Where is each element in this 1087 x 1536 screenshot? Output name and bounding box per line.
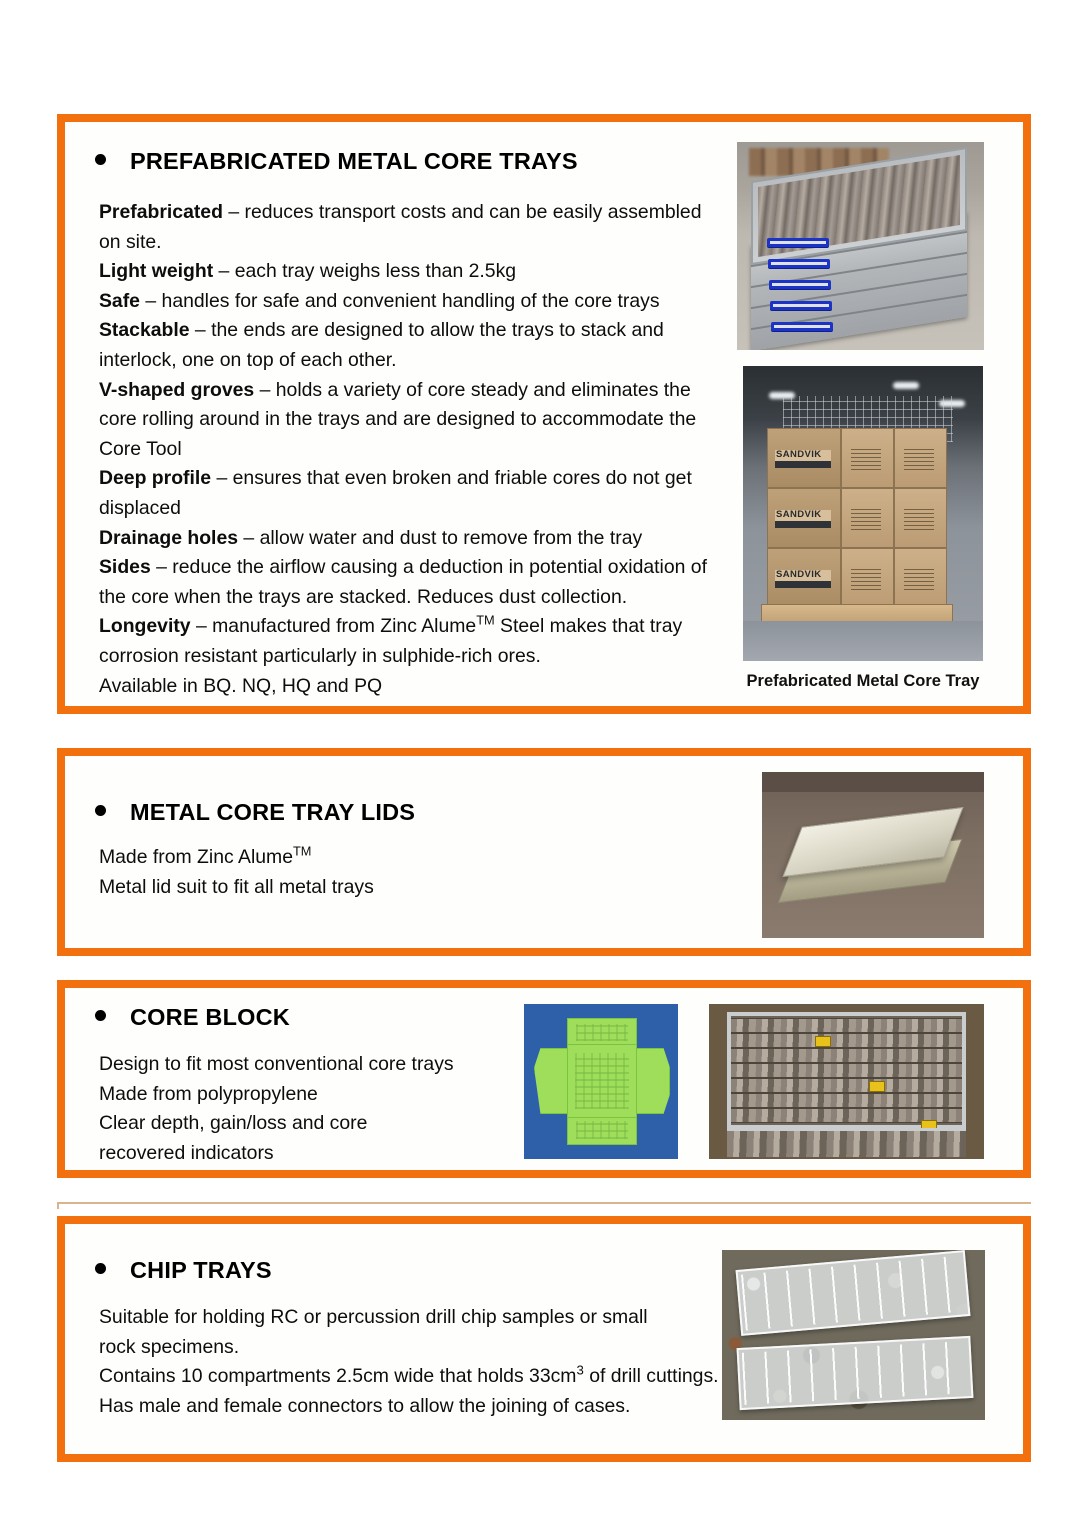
stacked-metal-core-trays-photo (737, 142, 984, 350)
compartment-dividers (741, 1256, 965, 1331)
sandvik-pallet-photo (743, 366, 983, 661)
feature-desc: reduces transport costs and can be easily assembled on site. (99, 201, 702, 253)
heading-row-metal-core-tray-lids (95, 801, 415, 825)
feature-safe (99, 287, 721, 317)
core-block-bottom-flap (567, 1115, 637, 1145)
lid-line-2: Metal lid suit to fit all metal trays (99, 875, 374, 898)
chip-tray-line-3 (99, 1362, 719, 1392)
core-tray-frame-detail (727, 1012, 966, 1129)
core-block-line-2: Made from polypropylene (99, 1082, 318, 1105)
feature-desc: manufactured from Zinc Alume (212, 615, 477, 638)
feature-term: V-shaped groves (99, 378, 255, 401)
feature-light-weight (99, 257, 721, 287)
cubic-superscript: 3 (576, 1362, 584, 1378)
warehouse-floor-detail (743, 621, 983, 661)
feature-desc: reduce the airflow causing a deduction in potential oxidation of the core when the trays are stacked. Reduces dust collection. (99, 556, 707, 608)
chip-tray-line-2: rock specimens. (99, 1335, 240, 1358)
feature-desc: ensures that even broken and friable cores do not get displaced (99, 467, 692, 519)
feature-list-prefabricated (99, 198, 721, 701)
text-block-chip-trays (99, 1303, 719, 1421)
feature-term: Prefabricated (99, 201, 223, 223)
adjacent-core-row-detail (727, 1128, 966, 1157)
feature-dash: – (190, 615, 213, 638)
blue-handle-icon (771, 322, 833, 331)
feature-term: Stackable (99, 319, 190, 342)
heading-row-core-block (95, 1006, 290, 1030)
feature-term: Drainage holes (99, 526, 239, 549)
feature-desc: allow water and dust to remove from the tray (259, 526, 643, 549)
chip-tray-line-4: Has male and female connectors to allow the joining of cases. (99, 1394, 631, 1417)
bullet-icon (95, 805, 106, 816)
trademark-symbol: TM (292, 843, 312, 859)
text-block-metal-core-tray-lids (99, 843, 699, 902)
yellow-core-block-marker (869, 1081, 885, 1092)
bullet-icon (95, 1010, 106, 1021)
heading-row-prefabricated (95, 150, 578, 174)
feature-deep-profile (99, 464, 721, 523)
feature-term: Longevity (99, 615, 191, 638)
lid-line-1 (99, 843, 699, 873)
feature-prefabricated (99, 198, 721, 257)
feature-term: Light weight (99, 260, 214, 283)
trademark-symbol: TM (476, 612, 495, 628)
core-block-line-4: recovered indicators (99, 1141, 274, 1164)
section-heading-chip-trays: CHIP TRAYS (130, 1257, 272, 1283)
section-heading-core-block: CORE BLOCK (130, 1004, 290, 1030)
feature-term: Sides (99, 556, 151, 579)
text-block-core-block (99, 1050, 499, 1168)
blue-handle-icon (769, 280, 831, 289)
blue-handle-icon (768, 259, 830, 268)
feature-term: Deep profile (99, 467, 212, 490)
heading-row-chip-trays (95, 1259, 272, 1283)
section-heading-metal-core-tray-lids: METAL CORE TRAY LIDS (130, 799, 416, 825)
carton-stack-detail (767, 428, 947, 608)
feature-dash: – (254, 378, 276, 401)
lid-line-1-text: Made from Zinc Alume (99, 846, 293, 868)
feature-v-shaped-groves (99, 376, 721, 465)
sandvik-brand-text: SANDVIK (776, 449, 822, 460)
feature-desc: handles for safe and convenient handling of the core trays (161, 289, 660, 312)
feature-dash: – (213, 260, 235, 283)
feature-drainage-holes (99, 524, 721, 554)
availability-line: Available in BQ. NQ, HQ and PQ (99, 674, 383, 697)
blue-handle-icon (767, 238, 829, 247)
core-block-right-flap (634, 1048, 670, 1114)
feature-dash: – (150, 556, 173, 579)
metal-lid-photo (762, 772, 984, 938)
feature-desc-continued: Steel makes that tray corrosion resistant particularly in sulphide-rich ores. (99, 615, 683, 667)
feature-desc: each tray weighs less than 2.5kg (234, 260, 517, 283)
compartment-dividers (742, 1341, 968, 1405)
feature-dash: – (189, 319, 212, 342)
blue-handle-icon (770, 301, 832, 310)
photo-caption-prefabricated-metal-core-tray: Prefabricated Metal Core Tray (746, 672, 980, 690)
core-block-line-3: Clear depth, gain/loss and core (99, 1112, 368, 1135)
lower-chip-tray-detail (737, 1336, 974, 1410)
feature-dash: – (222, 201, 245, 223)
bullet-icon (95, 154, 106, 165)
chip-tray-line-1: Suitable for holding RC or percussion drill chip samples or small (99, 1306, 648, 1328)
clear-chip-trays-photo (722, 1250, 985, 1420)
feature-dash: – (238, 526, 260, 549)
bullet-icon (95, 1263, 106, 1274)
yellow-core-block-marker (815, 1036, 831, 1047)
feature-desc: the ends are designed to allow the trays to stack and interlock, one on top of each other. (99, 319, 664, 371)
core-tray-with-blocks-photo (709, 1004, 984, 1159)
feature-dash: – (139, 289, 162, 312)
feature-stackable (99, 316, 721, 375)
core-block-left-flap (534, 1048, 570, 1114)
core-block-center-panel (567, 1044, 637, 1118)
chip-tray-line-3-text-continued: of drill cuttings. (583, 1365, 719, 1388)
feature-dash: – (211, 467, 233, 490)
green-core-block-photo (524, 1004, 678, 1159)
section-heading-prefabricated: PREFABRICATED METAL CORE TRAYS (130, 148, 578, 174)
sandvik-brand-text: SANDVIK (776, 569, 822, 580)
ceiling-lamp-detail (893, 382, 919, 389)
feature-longevity (99, 612, 721, 671)
section-divider-line (57, 1202, 1031, 1207)
core-block-top-flap (567, 1018, 637, 1047)
sandvik-brand-text: SANDVIK (776, 509, 822, 520)
feature-sides (99, 553, 721, 612)
chip-tray-line-3-text: Contains 10 compartments 2.5cm wide that holds 33cm (99, 1365, 577, 1388)
wall-detail (762, 772, 984, 792)
feature-desc: holds a variety of core steady and eliminates the core rolling around in the trays and are designed to accommodate the Core Tool (99, 378, 697, 460)
feature-term: Safe (99, 289, 140, 312)
core-block-line-1: Design to fit most conventional core trays (99, 1053, 454, 1075)
